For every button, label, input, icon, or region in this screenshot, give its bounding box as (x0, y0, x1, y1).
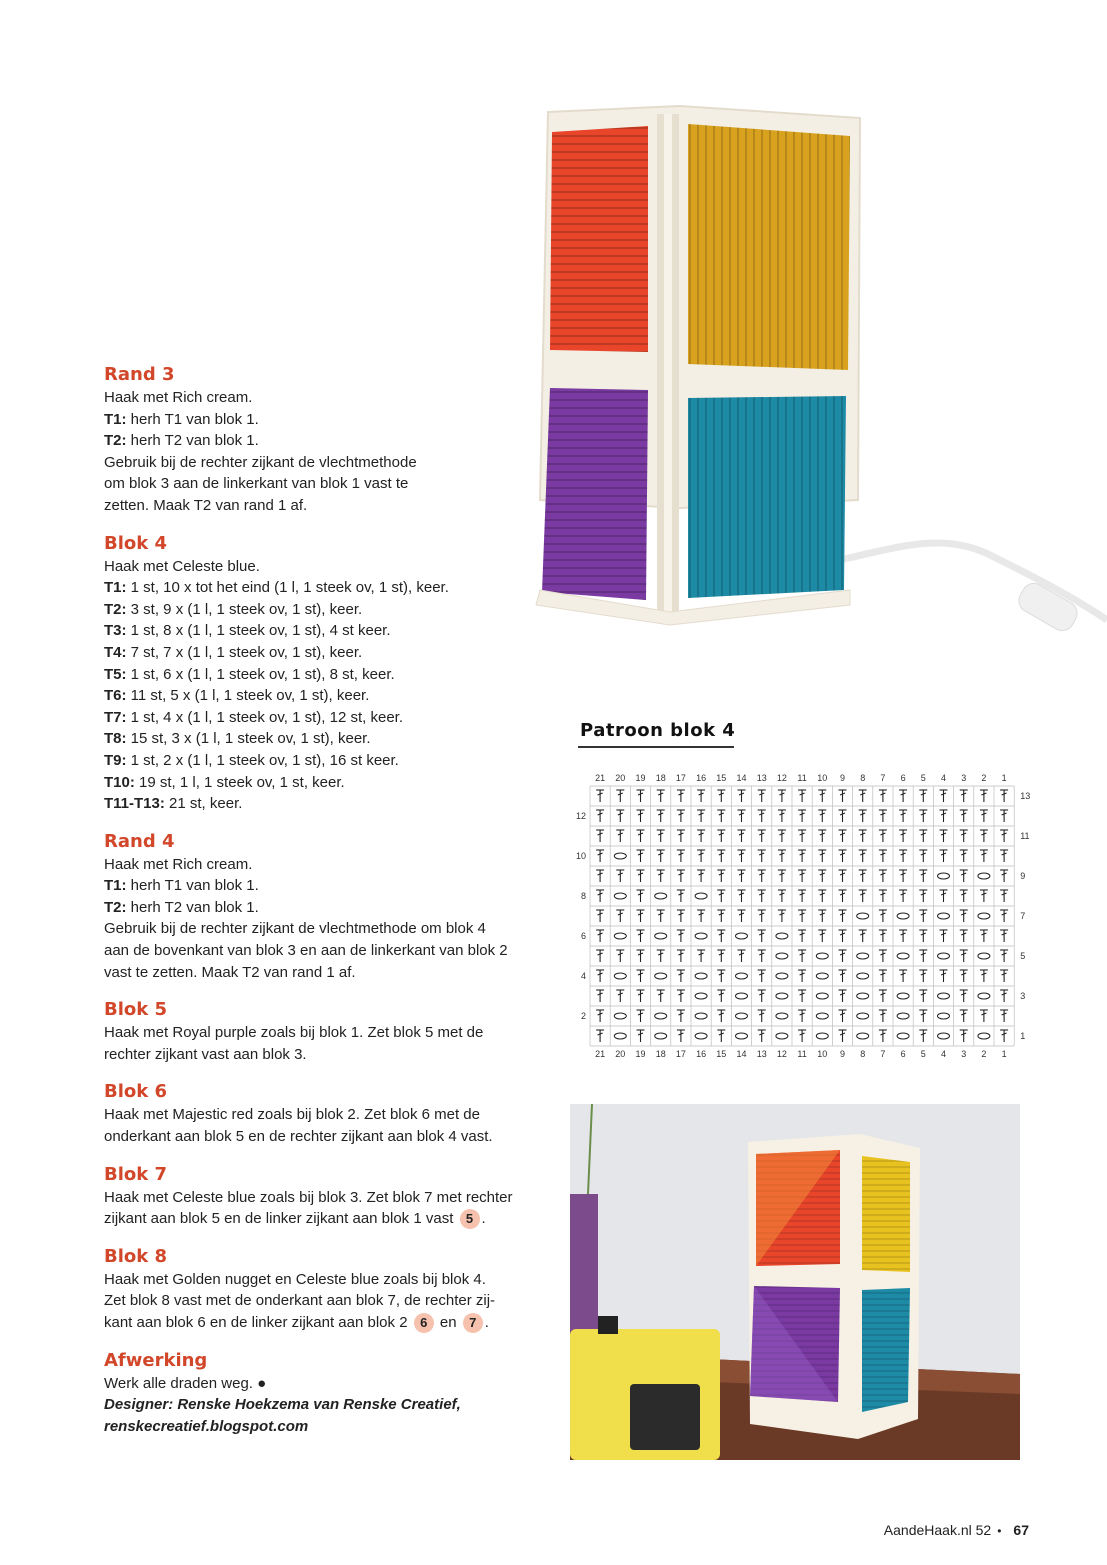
column-label: 17 (675, 773, 686, 783)
row-label: 2 (580, 1011, 586, 1021)
text-fragment: en (439, 1314, 457, 1331)
column-label: 21 (595, 1049, 606, 1059)
row-label: T2: (104, 432, 127, 450)
row-label: 4 (580, 971, 586, 981)
column-label: 4 (940, 1049, 947, 1059)
row-text: 11 st, 5 x (1 l, 1 steek ov, 1 st), keer. (126, 687, 370, 705)
chain-stitch-mark (897, 1013, 909, 1019)
text-line: Zet blok 8 vast met de onderkant aan blok 7, de rechter zij- (104, 1292, 496, 1310)
chain-stitch-mark (655, 1013, 667, 1019)
text-line (104, 1373, 564, 1395)
column-label: 11 (797, 773, 807, 783)
designer-website: renskecreatief.blogspot.com (104, 1417, 309, 1435)
row-label: T8: (104, 730, 127, 748)
row-label: 7 (1020, 911, 1026, 921)
chain-stitch-mark (614, 1033, 626, 1039)
text-line: Haak met Celeste blue zoals bij blok 3. Zet blok 7 met rechter (104, 1188, 513, 1206)
chain-stitch-mark (614, 893, 626, 899)
chain-stitch-mark (614, 933, 626, 939)
chain-stitch-mark (978, 913, 990, 919)
section-title: Afwerking (104, 1349, 208, 1371)
row-text: rechter zijkant vast aan blok 3. (104, 1045, 307, 1063)
text-fragment: Werk alle draden weg. (104, 1374, 253, 1392)
sections-container (104, 363, 564, 1148)
column-label: 16 (696, 1049, 707, 1059)
column-label: 11 (797, 1049, 807, 1059)
column-label: 3 (961, 1049, 967, 1059)
chain-stitch-mark (897, 1033, 909, 1039)
section-title: Blok 7 (104, 1163, 168, 1185)
row-text: 1 st, 8 x (1 l, 1 steek ov, 1 st), 4 st keer. (126, 622, 391, 640)
row-label: T9: (104, 751, 127, 769)
row-text: herh T1 van blok 1. (126, 410, 259, 428)
row-text: herh T2 van blok 1. (126, 432, 259, 450)
chain-stitch-mark (776, 933, 788, 939)
chain-stitch-mark (776, 1033, 788, 1039)
chain-stitch-mark (736, 933, 748, 939)
column-label: 14 (736, 773, 747, 783)
column-label: 5 (920, 773, 926, 783)
column-label: 2 (981, 1049, 987, 1059)
chain-stitch-mark (695, 973, 707, 979)
chain-stitch-mark (897, 913, 909, 919)
column-label: 17 (675, 1049, 686, 1059)
row-text: 15 st, 3 x (1 l, 1 steek ov, 1 st), keer. (126, 730, 371, 748)
column-label: 7 (880, 1049, 886, 1059)
column-label: 21 (595, 773, 606, 783)
chain-stitch-mark (776, 953, 788, 959)
text-line (104, 577, 564, 599)
row-text: 1 st, 2 x (1 l, 1 steek ov, 1 st), 16 st keer. (126, 751, 399, 769)
row-text: 7 st, 7 x (1 l, 1 steek ov, 1 st), keer. (126, 643, 363, 661)
row-text: 3 st, 9 x (1 l, 1 steek ov, 1 st), keer. (126, 600, 363, 618)
chain-stitch-mark (614, 1013, 626, 1019)
column-label: 9 (839, 1049, 846, 1059)
text-fragment: . (484, 1314, 489, 1331)
text-fragment: zijkant aan blok 5 en de linker zijkant aan blok 1 vast (104, 1210, 454, 1228)
row-label: T10: (104, 773, 135, 791)
section-rand-4 (104, 830, 564, 984)
text-line (104, 728, 564, 750)
text-line (104, 918, 564, 940)
row-label: 5 (1020, 951, 1026, 961)
end-mark-icon: ● (257, 1374, 267, 1392)
row-label: T5: (104, 665, 127, 683)
section-title: Rand 4 (104, 830, 175, 852)
row-text: Haak met Majestic red zoals bij blok 2. Zet blok 6 met de (104, 1106, 480, 1124)
text-line (104, 1022, 564, 1044)
column-label: 6 (900, 773, 906, 783)
chain-stitch-mark (938, 913, 950, 919)
chain-stitch-mark (897, 993, 909, 999)
chain-stitch-mark (938, 993, 950, 999)
row-label: 1 (1020, 1031, 1026, 1041)
column-label: 20 (615, 773, 626, 783)
step-badge: 7 (463, 1313, 483, 1333)
column-label: 1 (1001, 1049, 1007, 1059)
chain-stitch-mark (897, 953, 909, 959)
footer-site: AandeHaak.nl 52 (883, 1522, 992, 1538)
column-label: 16 (696, 773, 707, 783)
column-label: 6 (900, 1049, 906, 1059)
chain-stitch-mark (776, 1013, 788, 1019)
column-label: 19 (635, 773, 646, 783)
instructions-column (104, 363, 564, 1452)
chain-stitch-mark (776, 993, 788, 999)
text-line (104, 556, 564, 578)
section-blok-6 (104, 1080, 564, 1147)
text-line (104, 664, 564, 686)
column-label: 8 (860, 1049, 866, 1059)
row-text: vast te zetten. Maak T2 van rand 1 af. (104, 963, 356, 981)
designer-credit: Designer: Renske Hoekzema van Renske Creatief, (104, 1396, 461, 1414)
chain-stitch-mark (857, 953, 869, 959)
section-blok-7 (104, 1163, 564, 1230)
chain-stitch-mark (736, 973, 748, 979)
section-title: Blok 4 (104, 532, 168, 554)
chain-stitch-mark (857, 1013, 869, 1019)
section-title: Blok 8 (104, 1245, 168, 1267)
row-label: T1: (104, 579, 127, 597)
column-label: 12 (776, 1049, 787, 1059)
column-label: 14 (736, 1049, 747, 1059)
text-fragment: . (481, 1210, 486, 1228)
row-label: 8 (580, 891, 586, 901)
step-badge: 6 (414, 1313, 434, 1333)
text-line (104, 707, 564, 729)
chain-stitch-mark (776, 973, 788, 979)
row-label: 3 (1020, 991, 1026, 1001)
text-line (104, 875, 564, 897)
row-label: T3: (104, 622, 127, 640)
chain-stitch-mark (857, 993, 869, 999)
row-label: T7: (104, 708, 127, 726)
column-label: 2 (981, 773, 987, 783)
row-text: herh T2 van blok 1. (126, 898, 259, 916)
chart-title: Patroon blok 4 (580, 720, 736, 741)
row-label: T11-T13: (104, 795, 165, 813)
text-line (104, 1312, 564, 1334)
row-label: T4: (104, 643, 127, 661)
row-label: 9 (1020, 871, 1026, 881)
chain-stitch-mark (736, 993, 748, 999)
section-title: Blok 6 (104, 1081, 168, 1103)
text-line (104, 772, 564, 794)
column-label: 7 (880, 773, 886, 783)
chain-stitch-mark (695, 1013, 707, 1019)
chain-stitch-mark (938, 1013, 950, 1019)
row-text: Haak met Rich cream. (104, 855, 253, 873)
chain-stitch-mark (695, 933, 707, 939)
column-label: 13 (756, 773, 767, 783)
text-line (104, 962, 564, 984)
text-line (104, 452, 564, 474)
lamp-room-photo (570, 1104, 1020, 1460)
text-line (104, 473, 564, 495)
chain-stitch-mark (857, 913, 869, 919)
column-label: 4 (940, 773, 947, 783)
chain-stitch-mark (938, 873, 950, 879)
column-label: 9 (839, 773, 846, 783)
row-label: 11 (1020, 831, 1030, 841)
column-label: 15 (716, 1049, 727, 1059)
text-line (104, 1104, 564, 1126)
chain-stitch-mark (816, 1013, 828, 1019)
section-title: Rand 3 (104, 364, 175, 385)
footer-dot: • (997, 1524, 1002, 1538)
row-text: aan de bovenkant van blok 3 en aan de linkerkant van blok 2 (104, 942, 508, 960)
text-fragment: kant aan blok 6 en de linker zijkant aan blok 2 (104, 1314, 408, 1331)
column-label: 18 (655, 1049, 666, 1059)
section-blok-4 (104, 532, 564, 815)
column-label: 5 (920, 1049, 926, 1059)
text-line (104, 1044, 564, 1066)
column-label: 12 (776, 773, 787, 783)
stitch-chart (568, 768, 1048, 1060)
row-label: 6 (580, 931, 586, 941)
column-label: 19 (635, 1049, 646, 1059)
chart-title-underline (578, 746, 734, 748)
row-text: Gebruik bij de rechter zijkant de vlechtmethode om blok 4 (104, 920, 486, 938)
text-line (104, 1208, 564, 1230)
text-line (104, 750, 564, 772)
chain-stitch-mark (816, 1033, 828, 1039)
row-text: om blok 3 aan de linkerkant van blok 1 vast te (104, 475, 409, 493)
chain-stitch-mark (978, 1033, 990, 1039)
chain-stitch-mark (655, 933, 667, 939)
row-text: Gebruik bij de rechter zijkant de vlechtmethode (104, 453, 417, 471)
chain-stitch-mark (816, 973, 828, 979)
text-line (104, 409, 564, 431)
row-text: zetten. Maak T2 van rand 1 af. (104, 496, 308, 514)
chain-stitch-mark (857, 973, 869, 979)
row-text: Haak met Rich cream. (104, 389, 253, 406)
column-label: 13 (756, 1049, 767, 1059)
chain-stitch-mark (695, 893, 707, 899)
column-label: 18 (655, 773, 666, 783)
text-line (104, 620, 564, 642)
text-line (104, 854, 564, 876)
chain-stitch-mark (978, 953, 990, 959)
chain-stitch-mark (736, 1013, 748, 1019)
row-label: T2: (104, 600, 127, 618)
row-text: 21 st, keer. (164, 795, 243, 813)
text-line (104, 1126, 564, 1148)
section-rand-3 (104, 363, 564, 517)
text-line (104, 685, 564, 707)
chain-stitch-mark (614, 853, 626, 859)
chain-stitch-mark (655, 1033, 667, 1039)
row-label: 13 (1020, 791, 1031, 801)
section-blok-8 (104, 1245, 564, 1334)
row-text: Haak met Celeste blue. (104, 557, 260, 575)
chain-stitch-mark (655, 893, 667, 899)
text-line (104, 495, 564, 517)
chain-stitch-mark (978, 873, 990, 879)
chain-stitch-mark (978, 993, 990, 999)
chain-stitch-mark (695, 1033, 707, 1039)
page-footer (884, 1522, 1029, 1538)
chain-stitch-mark (938, 953, 950, 959)
column-label: 3 (961, 773, 967, 783)
lamp-photo (470, 100, 1107, 680)
row-label: 10 (575, 851, 586, 861)
column-label: 15 (716, 773, 727, 783)
section-title: Blok 5 (104, 999, 168, 1021)
section-blok-5 (104, 998, 564, 1065)
column-label: 20 (615, 1049, 626, 1059)
column-label: 10 (817, 773, 828, 783)
row-text: Haak met Royal purple zoals bij blok 1. Zet blok 5 met de (104, 1024, 484, 1042)
chain-stitch-mark (857, 1033, 869, 1039)
chain-stitch-mark (655, 973, 667, 979)
text-line (104, 793, 564, 815)
row-text: 1 st, 4 x (1 l, 1 steek ov, 1 st), 12 st, keer. (126, 708, 404, 726)
row-text: herh T1 van blok 1. (126, 877, 259, 895)
chain-stitch-mark (614, 973, 626, 979)
text-line (104, 642, 564, 664)
text-line: Haak met Golden nugget en Celeste blue zoals bij blok 4. (104, 1270, 486, 1288)
text-line (104, 387, 564, 409)
text-line (104, 599, 564, 621)
row-text: onderkant aan blok 5 en de rechter zijkant aan blok 4 vast. (104, 1128, 493, 1146)
chain-stitch-mark (938, 1033, 950, 1039)
row-text: 1 st, 10 x tot het eind (1 l, 1 steek ov, 1 st), keer. (126, 579, 449, 597)
row-label: T1: (104, 877, 127, 895)
text-line (104, 430, 564, 452)
text-line (104, 940, 564, 962)
column-label: 8 (860, 773, 866, 783)
page-number: 67 (1013, 1522, 1029, 1538)
text-line (104, 897, 564, 919)
row-label: T6: (104, 687, 127, 705)
row-label: 12 (575, 811, 586, 821)
row-text: 1 st, 6 x (1 l, 1 steek ov, 1 st), 8 st, keer. (126, 665, 395, 683)
step-badge: 5 (460, 1209, 480, 1229)
chain-stitch-mark (816, 993, 828, 999)
column-label: 1 (1001, 773, 1007, 783)
chain-stitch-mark (816, 953, 828, 959)
section-afwerking (104, 1349, 564, 1438)
row-label: T2: (104, 898, 127, 916)
row-text: 19 st, 1 l, 1 steek ov, 1 st, keer. (134, 773, 345, 791)
chain-stitch-mark (736, 1033, 748, 1039)
chain-stitch-mark (695, 993, 707, 999)
row-label: T1: (104, 410, 127, 428)
column-label: 10 (817, 1049, 828, 1059)
